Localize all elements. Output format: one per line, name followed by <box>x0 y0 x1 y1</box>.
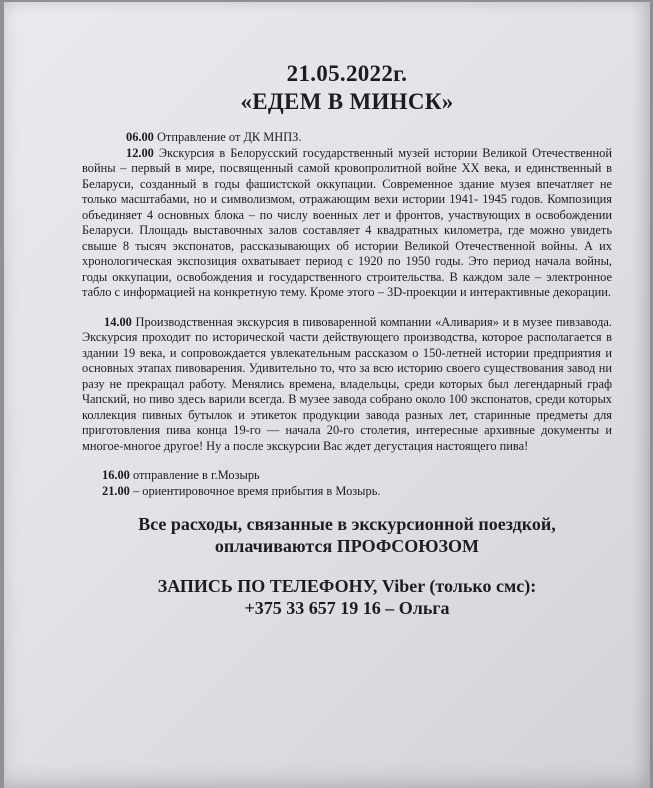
schedule-time: 06.00 <box>126 130 154 144</box>
document-date: 21.05.2022г. <box>286 61 408 86</box>
expenses-note <box>82 513 612 557</box>
contact-phone: +375 33 657 19 16 – Ольга <box>244 598 450 618</box>
schedule-text: Экскурсия в Белорусский государственный музей истории Великой Отечественной войны – первый в мире, посвященный самой кровопролитной войне XX века, и единственный в Беларуси, созданный в годы фашистской оккупации. Современное здание музея впечатляет не только масштабами, но и символизмом, отражающим вехи истории 1941- 1945 годов. Композиция объединяет 4 основных блока – по числу военных лет и фронтов, участвующих в освобождении Беларуси. Площадь выставочных залов составляет 4 квадратных километра, где можно увидеть свыше 8 тысяч экспонатов, рассказывающих об истории Великой Отечественной войны. А их хронологическая экспозиция охватывает период с 1920 по 1950 годы. Это период начала войны, годы оккупации, освобождения и государственного строительства. В каждом зале – электронное табло с информацией на конкретную тему. Кроме этого – 3D-проекции и интерактивные декорации. <box>82 145 612 299</box>
expenses-line-2: оплачиваются ПРОФСОЮЗОМ <box>214 536 480 556</box>
return-schedule <box>82 468 612 499</box>
schedule-item-1400 <box>82 315 612 455</box>
schedule-item-0600-1200 <box>82 130 612 301</box>
schedule-text: отправление в г.Мозырь <box>129 468 260 482</box>
schedule-text: – ориентировочное время прибытия в Мозырь. <box>129 483 381 498</box>
expenses-line-1: Все расходы, связанные в экскурсионной поездкой, <box>138 514 556 534</box>
schedule-text: Отправление от ДК МНПЗ. <box>153 130 302 144</box>
paper-sheet <box>4 2 650 788</box>
schedule-text: Производственная экскурсия в пивоваренной компании «Аливария» и в музее пивзавода. Экскурсия проходит по исторической части действующего производства, которое располагается в здании 19 века, и сопровождается увлекательным рассказом о 150-летней истории предприятия и основных этапах пивоварения. Удивительно то, что за всю историю своего существования завод ни разу не прекращал работу. Менялись времена, владельцы, среди которых был легендарный граф Чапский, но пиво здесь варили всегда. В музее завода собрано около 100 экспонатов, среди которых коллекция пивных бутылок и этикеток продукции завода разных лет, старинные предметы для приготовления пива конца 19-го — начала 20-го столетия, интересные архивные документы и многое-многое другое! Ну а после экскурсии Вас ждет дегустация настоящего пива! <box>82 314 612 453</box>
schedule-item-2100 <box>82 484 612 500</box>
schedule-time: 21.00 <box>102 483 130 498</box>
document-content <box>82 60 612 619</box>
contact-line-1: ЗАПИСЬ ПО ТЕЛЕФОНУ, Viber (только смс): <box>157 576 537 596</box>
schedule-time: 16.00 <box>102 468 130 482</box>
schedule-time: 14.00 <box>104 314 132 329</box>
schedule-item-1600 <box>82 468 612 484</box>
schedule-time: 12.00 <box>126 145 154 160</box>
document-title: «ЕДЕМ В МИНСК» <box>240 89 454 114</box>
contact-info <box>82 575 612 619</box>
